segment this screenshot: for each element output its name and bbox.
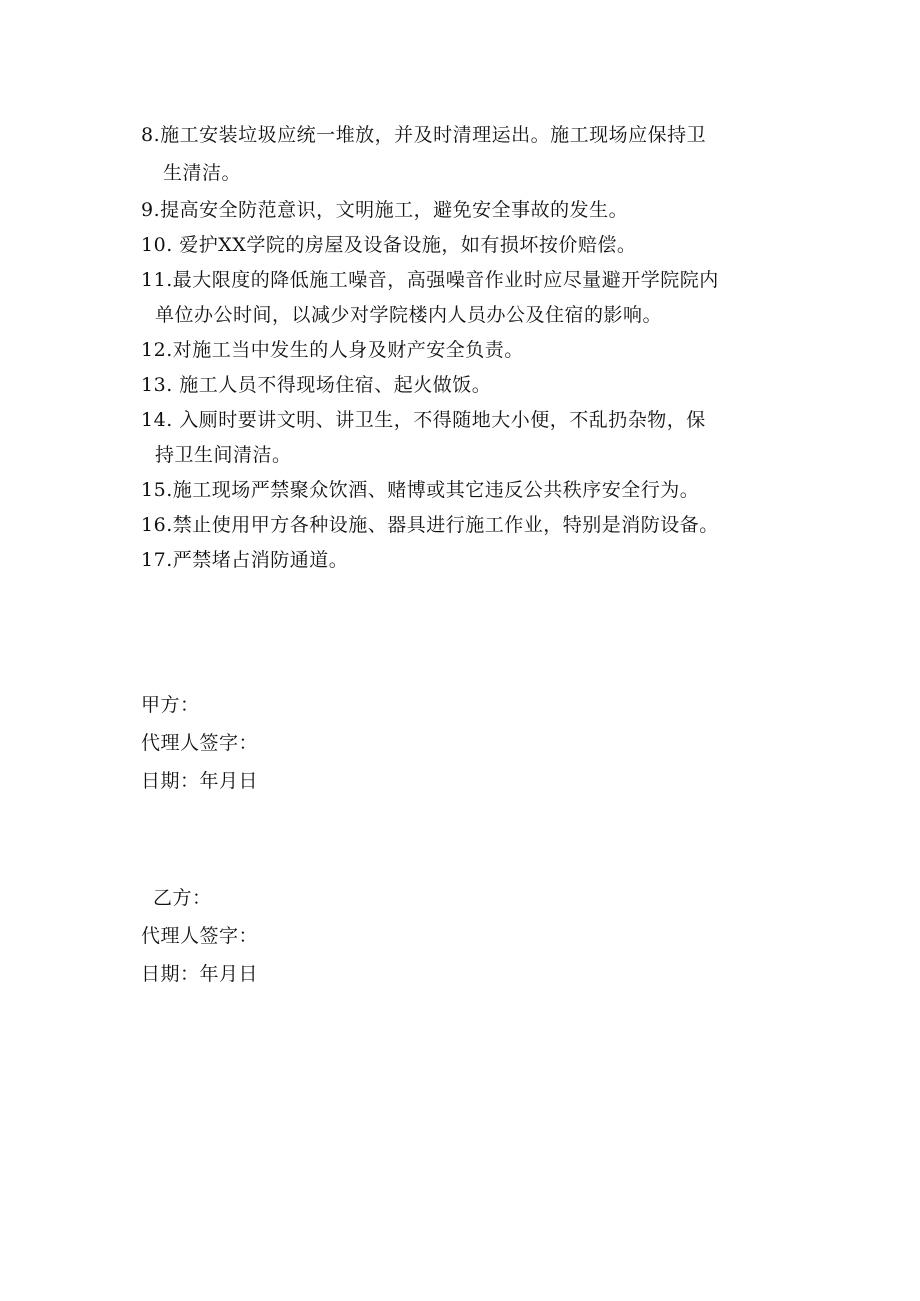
- clause-text: . 入厕时要讲文明、讲卫生，不得随地大小便，不乱扔杂物，保: [166, 409, 706, 431]
- clause-number: 12: [141, 339, 167, 361]
- clause-text: .禁止使用甲方各种设施、器具进行施工作业，特别是消防设备。: [166, 514, 719, 536]
- party-b-signature-block: [141, 879, 541, 993]
- clause-number: 8: [141, 124, 154, 146]
- clause-14: [141, 403, 801, 473]
- clause-text: .对施工当中发生的人身及财产安全负责。: [166, 339, 524, 361]
- party-a-date: 日期：年月日: [141, 770, 259, 792]
- clause-list: [141, 118, 801, 578]
- clause-number: 17: [141, 549, 167, 571]
- clause-text: .最大限度的降低施工噪音，高强噪音作业时应尽量避开学院院内: [166, 269, 719, 291]
- clause-number: 14: [141, 409, 167, 431]
- clause-number: 16: [141, 514, 167, 536]
- clause-number: 10: [141, 234, 167, 256]
- clause-text: . 爱护XX学院的房屋及设备设施，如有损坏按价赔偿。: [166, 234, 637, 256]
- clause-15: [141, 473, 801, 508]
- clause-text: .施工现场严禁聚众饮酒、赌博或其它违反公共秩序安全行为。: [166, 479, 700, 501]
- party-b-label: 乙方：: [153, 887, 212, 909]
- party-a-signature-block: [141, 686, 541, 800]
- clause-9: [141, 193, 801, 228]
- clause-text: .施工安装垃圾应统一堆放，并及时清理运出。施工现场应保持卫: [153, 124, 707, 146]
- clause-13: [141, 368, 801, 403]
- clause-number: 13: [141, 374, 167, 396]
- clause-10: [141, 228, 801, 263]
- clause-number: 11: [141, 269, 167, 291]
- clause-number: 15: [141, 479, 167, 501]
- clause-17: [141, 543, 801, 578]
- party-a-label: 甲方：: [141, 694, 200, 716]
- party-b-date: 日期：年月日: [141, 963, 259, 985]
- clause-text-continued: 生清洁。: [163, 162, 242, 184]
- party-a-agent-signature: 代理人签字：: [141, 732, 259, 754]
- clause-text-continued: 单位办公时间，以减少对学院楼内人员办公及住宿的影响。: [155, 304, 663, 326]
- clause-11: [141, 263, 801, 333]
- party-b-agent-signature: 代理人签字：: [141, 925, 259, 947]
- clause-8: [141, 118, 801, 193]
- clause-text: .严禁堵占消防通道。: [166, 549, 349, 571]
- clause-text: .提高安全防范意识，文明施工，避免安全事故的发生。: [153, 199, 629, 221]
- clause-16: [141, 508, 801, 543]
- clause-text-continued: 持卫生间清洁。: [155, 444, 292, 466]
- clause-number: 9: [141, 199, 154, 221]
- clause-12: [141, 333, 801, 368]
- clause-text: . 施工人员不得现场住宿、起火做饭。: [166, 374, 492, 396]
